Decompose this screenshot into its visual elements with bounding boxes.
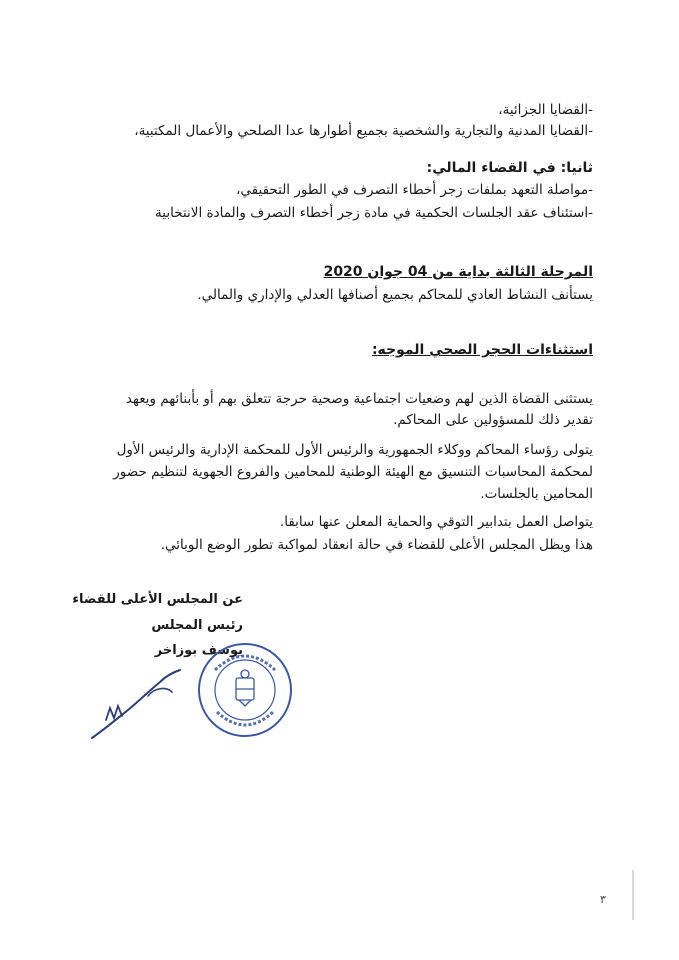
financial-judiciary-heading: ثانيا: في القضاء المالي: <box>426 160 593 176</box>
signature-title-line: رئيس المجلس <box>151 618 243 633</box>
exceptions-para4: هذا ويظل المجلس الأعلى للقضاء في حالة انعقاد لمواكبة تطور الوضع الوبائي. <box>160 537 593 553</box>
phase-three-heading: المرحلة الثالثة بداية من 04 جوان 2020 <box>323 264 593 280</box>
exceptions-para2-line2: لمحكمة المحاسبات التنسيق مع الهيئة الوطنية للمحامين والفروع الجهوية لتنظيم حضور <box>113 464 593 480</box>
signature-council-line: عن المجلس الأعلى للقضاء <box>72 592 243 607</box>
exceptions-para2-line1: يتولى رؤساء المحاكم ووكلاء الجمهورية والرئيس الأول للمحكمة الإدارية والرئيس الأول <box>116 442 593 458</box>
signature-name-line: يوسف بوزاخر <box>154 643 243 658</box>
margin-line <box>632 870 634 920</box>
exceptions-para1-line1: يستثنى القضاة الذين لهم وضعيات اجتماعية وصحية حرجة تتعلق بهم أو بأبنائهم ويعهد <box>125 391 593 407</box>
official-stamp <box>195 640 295 740</box>
criminal-cases-item: -القضايا الجزائية، <box>498 102 593 118</box>
phase-three-text: يستأنف النشاط العادي للمحاكم بجميع أصنافها العدلي والإداري والمالي. <box>197 287 593 303</box>
exceptions-heading: استثناءات الحجر الصحي الموجه: <box>371 342 593 358</box>
handwritten-signature <box>88 662 184 746</box>
financial-item-1: -مواصلة التعهد بملفات زجر أخطاء التصرف في الطور التحقيقي، <box>236 182 593 198</box>
financial-item-2: -استئناف عقد الجلسات الحكمية في مادة زجر أخطاء التصرف والمادة الانتخابية <box>155 205 593 221</box>
page-number: ٣ <box>600 893 606 906</box>
exceptions-para1-line2: تقدير ذلك للمسؤولين على المحاكم. <box>393 412 593 428</box>
exceptions-para3: يتواصل العمل بتدابير التوقي والحماية المعلن عنها سابقا. <box>279 514 593 530</box>
civil-cases-item: -القضايا المدنية والتجارية والشخصية بجميع أطوارها عدا الصلحي والأعمال المكتبية، <box>134 123 593 139</box>
exceptions-para2-line3: المحامين بالجلسات. <box>480 486 593 502</box>
emblem-icon <box>236 670 254 706</box>
